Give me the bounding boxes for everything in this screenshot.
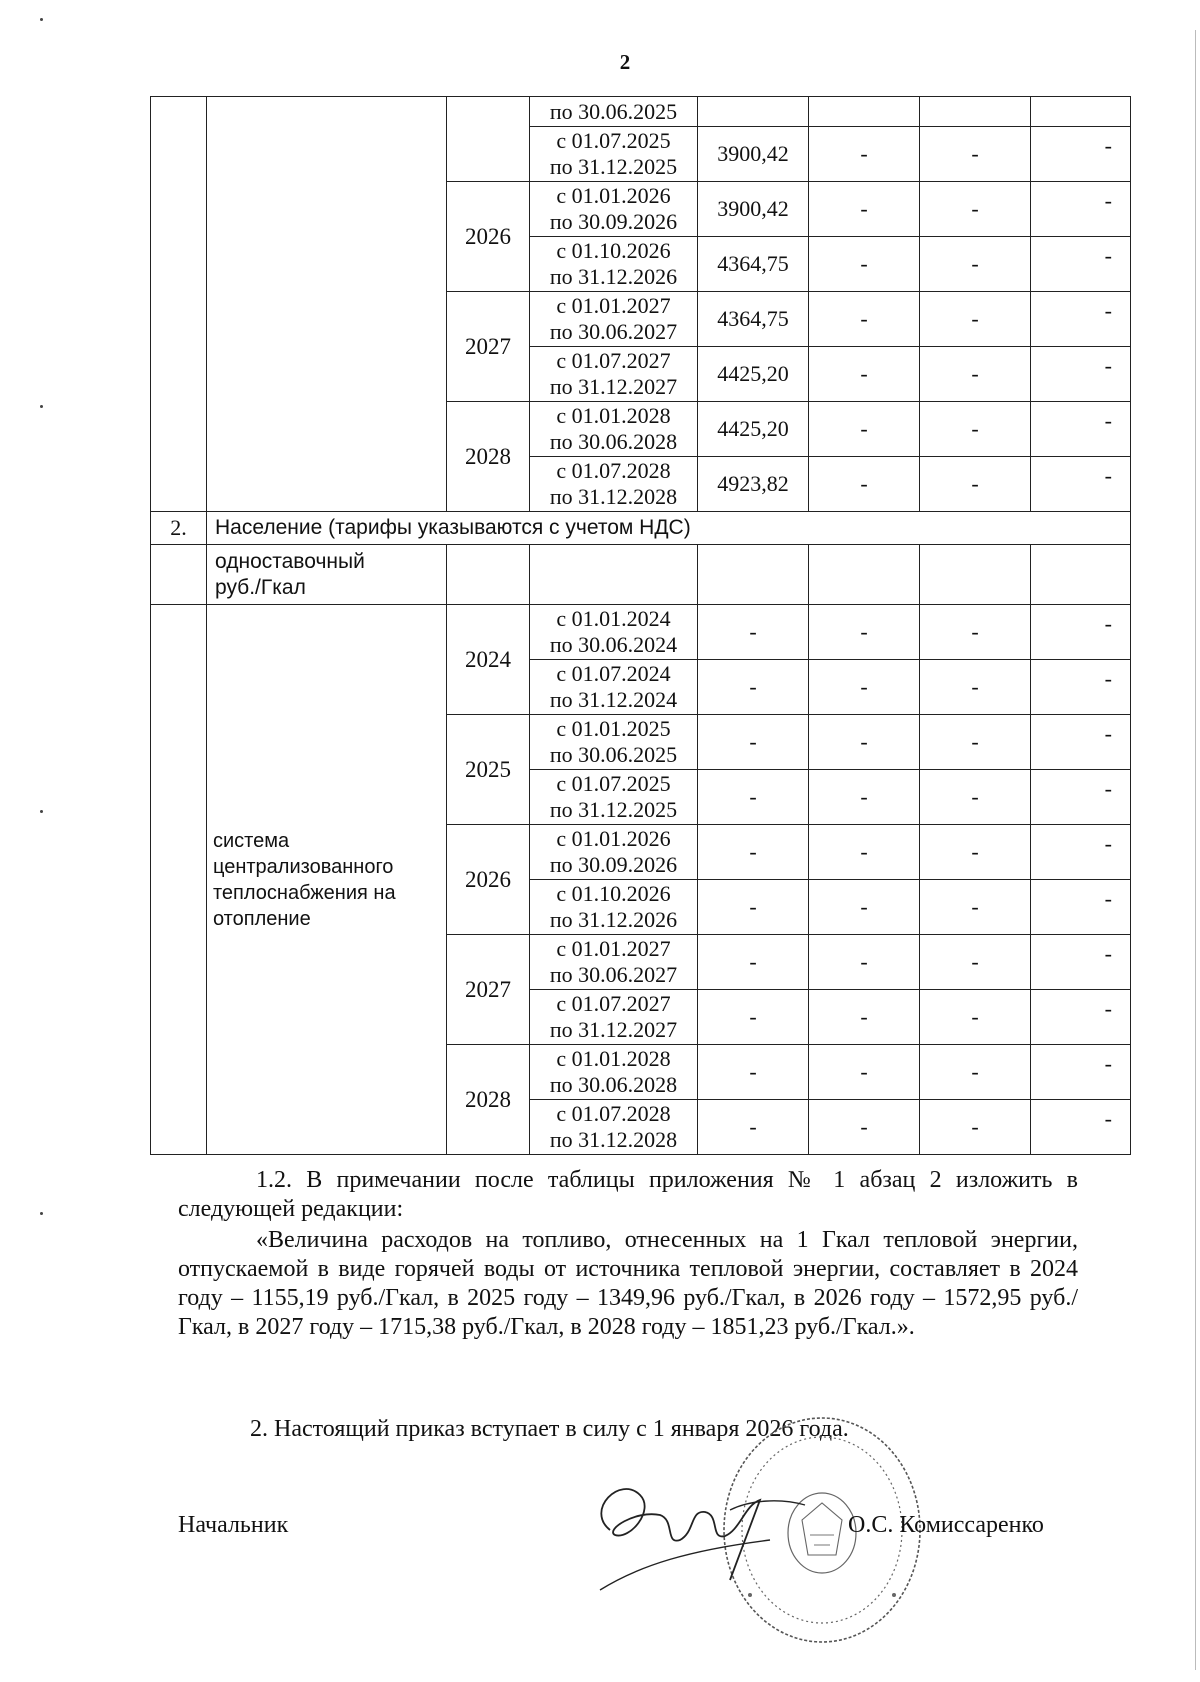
table-row bbox=[151, 605, 1131, 660]
empty-value-cell: - bbox=[920, 605, 1031, 660]
handwritten-signature bbox=[580, 1470, 820, 1600]
year-cell: 2026 bbox=[447, 825, 530, 935]
period-line: по 31.12.2027 bbox=[549, 374, 678, 399]
empty-value-cell: - bbox=[920, 402, 1031, 457]
period-cell bbox=[530, 347, 698, 402]
empty-value-cell: - bbox=[809, 457, 920, 512]
period-cell bbox=[530, 292, 698, 347]
period-line: с 01.07.2028 bbox=[556, 1101, 671, 1126]
empty-value-cell: - bbox=[1031, 825, 1131, 880]
period-cell bbox=[530, 1045, 698, 1100]
empty-value-cell: - bbox=[1031, 1100, 1131, 1155]
empty-value-cell: - bbox=[920, 715, 1031, 770]
page-edge-rule bbox=[1195, 30, 1196, 1670]
page-number: 2 bbox=[619, 50, 631, 74]
empty-value-cell: - bbox=[920, 292, 1031, 347]
empty-value-cell: - bbox=[809, 935, 920, 990]
empty-value-cell: - bbox=[1031, 715, 1131, 770]
table-row bbox=[151, 97, 1131, 127]
empty-cell bbox=[151, 545, 207, 605]
period-line: по 30.06.2024 bbox=[549, 632, 678, 657]
empty-value-cell: - bbox=[920, 1100, 1031, 1155]
tariff-value-cell: 4425,20 bbox=[698, 347, 809, 402]
empty-value-cell: - bbox=[920, 127, 1031, 182]
period-line: с 01.07.2027 bbox=[556, 991, 671, 1016]
empty-value-cell: - bbox=[698, 935, 809, 990]
period-cell bbox=[530, 237, 698, 292]
tariff-value-cell: 4364,75 bbox=[698, 237, 809, 292]
empty-value-cell: - bbox=[698, 1100, 809, 1155]
period-line: по 31.12.2027 bbox=[549, 1017, 678, 1042]
period-line: с 01.07.2025 bbox=[556, 771, 671, 796]
empty-value-cell: - bbox=[809, 990, 920, 1045]
section-header-row bbox=[151, 512, 1131, 545]
period-line: по 31.12.2024 bbox=[549, 687, 678, 712]
period-line: по 30.09.2026 bbox=[549, 852, 678, 877]
tariff-value-cell: 3900,42 bbox=[698, 127, 809, 182]
scan-speck bbox=[40, 18, 43, 21]
empty-cell bbox=[1031, 545, 1131, 605]
empty-value-cell bbox=[809, 97, 920, 127]
empty-value-cell: - bbox=[809, 292, 920, 347]
rate-label-cell bbox=[207, 545, 447, 605]
period-cell bbox=[530, 605, 698, 660]
empty-value-cell: - bbox=[1031, 127, 1131, 182]
empty-value-cell: - bbox=[698, 1045, 809, 1100]
period-line: с 01.01.2024 bbox=[556, 606, 671, 631]
rate-type: одноставочный bbox=[215, 550, 365, 573]
period-cell bbox=[530, 182, 698, 237]
empty-value-cell: - bbox=[809, 770, 920, 825]
period-line: с 01.01.2028 bbox=[556, 1046, 671, 1071]
empty-value-cell: - bbox=[698, 660, 809, 715]
empty-value-cell: - bbox=[809, 182, 920, 237]
empty-value-cell: - bbox=[1031, 182, 1131, 237]
empty-value-cell: - bbox=[698, 880, 809, 935]
period-cell bbox=[530, 660, 698, 715]
row-number-cell bbox=[151, 97, 207, 512]
rate-label-row bbox=[151, 545, 1131, 605]
period-line: с 01.01.2025 bbox=[556, 716, 671, 741]
empty-value-cell: - bbox=[809, 825, 920, 880]
row-number-cell bbox=[151, 605, 207, 1155]
period-line: по 30.06.2025 bbox=[549, 98, 678, 124]
signer-title: Начальник bbox=[178, 1512, 289, 1538]
period-line: с 01.07.2027 bbox=[556, 348, 671, 373]
empty-value-cell: - bbox=[809, 402, 920, 457]
period-line: по 31.12.2026 bbox=[549, 264, 678, 289]
empty-value-cell: - bbox=[1031, 605, 1131, 660]
consumer-name-line: теплоснабжения на bbox=[213, 881, 396, 904]
empty-value-cell: - bbox=[920, 1045, 1031, 1100]
empty-value-cell: - bbox=[1031, 1045, 1131, 1100]
tariff-value-cell: 4425,20 bbox=[698, 402, 809, 457]
period-line: по 31.12.2028 bbox=[549, 484, 678, 509]
effective-date-paragraph: 2. Настоящий приказ вступает в силу с 1 января 2026 года. bbox=[250, 1416, 849, 1442]
empty-value-cell: - bbox=[920, 182, 1031, 237]
consumer-name-line: централизованного bbox=[213, 855, 394, 878]
empty-value-cell: - bbox=[1031, 770, 1131, 825]
period-line: по 30.06.2028 bbox=[549, 429, 678, 454]
period-line: по 30.06.2027 bbox=[549, 319, 678, 344]
empty-value-cell: - bbox=[1031, 990, 1131, 1045]
empty-value-cell: - bbox=[920, 770, 1031, 825]
tariff-value-cell bbox=[698, 97, 809, 127]
period-cell bbox=[530, 880, 698, 935]
empty-value-cell: - bbox=[1031, 935, 1131, 990]
empty-value-cell: - bbox=[698, 605, 809, 660]
period-line: с 01.10.2026 bbox=[556, 238, 671, 263]
period-cell bbox=[530, 402, 698, 457]
empty-value-cell: - bbox=[920, 935, 1031, 990]
scan-speck bbox=[40, 1212, 43, 1215]
period-cell bbox=[530, 97, 698, 127]
tariff-table bbox=[150, 96, 1131, 1155]
year-cell: 2027 bbox=[447, 292, 530, 402]
empty-cell bbox=[698, 545, 809, 605]
period-line: по 31.12.2025 bbox=[549, 154, 678, 179]
empty-value-cell: - bbox=[920, 990, 1031, 1045]
empty-value-cell: - bbox=[809, 1100, 920, 1155]
consumer-cell bbox=[207, 97, 447, 512]
period-line: с 01.07.2024 bbox=[556, 661, 671, 686]
period-line: по 30.06.2028 bbox=[549, 1072, 678, 1097]
empty-value-cell: - bbox=[809, 880, 920, 935]
period-line: по 30.06.2027 bbox=[549, 962, 678, 987]
period-line: с 01.10.2026 bbox=[556, 881, 671, 906]
period-cell bbox=[530, 990, 698, 1045]
empty-value-cell: - bbox=[698, 825, 809, 880]
empty-cell bbox=[809, 545, 920, 605]
empty-value-cell: - bbox=[698, 715, 809, 770]
year-cell: 2028 bbox=[447, 402, 530, 512]
empty-value-cell: - bbox=[809, 347, 920, 402]
period-line: с 01.01.2026 bbox=[556, 826, 671, 851]
period-line: по 30.09.2026 bbox=[549, 209, 678, 234]
year-cell: 2024 bbox=[447, 605, 530, 715]
period-line: по 31.12.2025 bbox=[549, 797, 678, 822]
empty-value-cell: - bbox=[1031, 237, 1131, 292]
year-cell: 2026 bbox=[447, 182, 530, 292]
period-cell bbox=[530, 935, 698, 990]
empty-value-cell: - bbox=[920, 880, 1031, 935]
empty-value-cell: - bbox=[1031, 292, 1131, 347]
period-line: с 01.01.2027 bbox=[556, 293, 671, 318]
period-cell bbox=[530, 715, 698, 770]
period-line: по 31.12.2026 bbox=[549, 907, 678, 932]
empty-value-cell: - bbox=[920, 660, 1031, 715]
empty-cell bbox=[920, 545, 1031, 605]
empty-value-cell: - bbox=[698, 770, 809, 825]
empty-value-cell: - bbox=[809, 660, 920, 715]
section-number: 2. bbox=[151, 512, 207, 545]
empty-value-cell: - bbox=[1031, 880, 1131, 935]
note-paragraph: 1.2. В примечании после таблицы приложения № 1 абзац 2 изложить в следующей редакции: bbox=[178, 1167, 1078, 1222]
empty-value-cell: - bbox=[1031, 660, 1131, 715]
quote-paragraph: «Величина расходов на топливо, отнесенных на 1 Гкал тепловой энергии, отпускаемой в виде горячей воды от источника тепловой энергии, составляет в 2024 году – 1155,19 руб./Гкал, в 2025 году – 1349,96 руб./Гкал, в 2026 году – 1572,95 руб./Гкал, в 2027 году – 1715,38 руб./Гкал, в 2028 году – 1851,23 руб./Гкал.». bbox=[178, 1227, 1078, 1340]
period-line: с 01.07.2028 bbox=[556, 458, 671, 483]
empty-value-cell: - bbox=[809, 715, 920, 770]
empty-value-cell bbox=[1031, 97, 1131, 127]
empty-value-cell: - bbox=[809, 237, 920, 292]
empty-value-cell: - bbox=[920, 237, 1031, 292]
period-cell bbox=[530, 825, 698, 880]
period-cell bbox=[530, 457, 698, 512]
empty-value-cell: - bbox=[1031, 347, 1131, 402]
empty-value-cell: - bbox=[920, 347, 1031, 402]
empty-value-cell: - bbox=[1031, 402, 1131, 457]
scan-speck bbox=[40, 810, 43, 813]
empty-cell bbox=[530, 545, 698, 605]
rate-unit: руб./Гкал bbox=[215, 576, 306, 599]
period-cell bbox=[530, 127, 698, 182]
tariff-value-cell: 4364,75 bbox=[698, 292, 809, 347]
empty-value-cell: - bbox=[698, 990, 809, 1045]
empty-value-cell: - bbox=[1031, 457, 1131, 512]
consumer-name-line: отопление bbox=[213, 907, 311, 930]
period-cell bbox=[530, 770, 698, 825]
empty-value-cell: - bbox=[809, 1045, 920, 1100]
period-line: с 01.01.2027 bbox=[556, 936, 671, 961]
period-line: по 30.06.2025 bbox=[549, 742, 678, 767]
signer-name: О.С. Комиссаренко bbox=[848, 1512, 1044, 1538]
year-cell: 2028 bbox=[447, 1045, 530, 1155]
year-cell bbox=[447, 97, 530, 182]
empty-value-cell: - bbox=[920, 457, 1031, 512]
empty-value-cell: - bbox=[920, 825, 1031, 880]
empty-value-cell: - bbox=[809, 605, 920, 660]
year-cell: 2025 bbox=[447, 715, 530, 825]
year-cell: 2027 bbox=[447, 935, 530, 1045]
period-line: с 01.01.2028 bbox=[556, 403, 671, 428]
period-cell bbox=[530, 1100, 698, 1155]
period-line: с 01.01.2026 bbox=[556, 183, 671, 208]
period-line: с 01.07.2025 bbox=[556, 128, 671, 153]
tariff-value-cell: 4923,82 bbox=[698, 457, 809, 512]
empty-value-cell bbox=[920, 97, 1031, 127]
consumer-name-cell bbox=[207, 605, 447, 1155]
period-line: по 31.12.2028 bbox=[549, 1127, 678, 1152]
consumer-name-line: система bbox=[213, 829, 290, 852]
scan-speck bbox=[40, 405, 43, 408]
tariff-value-cell: 3900,42 bbox=[698, 182, 809, 237]
empty-cell bbox=[447, 545, 530, 605]
empty-value-cell: - bbox=[809, 127, 920, 182]
section-title: Население (тарифы указываются с учетом НДС) bbox=[207, 512, 1131, 545]
